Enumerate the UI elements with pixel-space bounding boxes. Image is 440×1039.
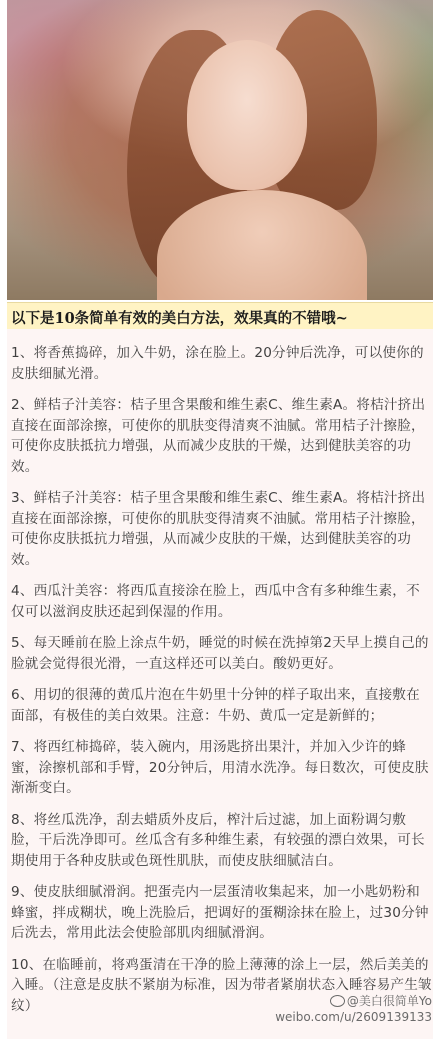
portrait-photo [7, 0, 433, 300]
weibo-icon [330, 995, 345, 1007]
watermark-handle-row [275, 993, 432, 1009]
page-heading: 以下是10条简单有效的美白方法，效果真的不错哦~ [11, 310, 348, 327]
tip-item: 5、每天睡前在脸上涂点牛奶，睡觉的时候在洗掉第2天早上摸自己的脸就会觉得很光滑，一直这样还可以美白。酸奶更好。 [11, 635, 429, 672]
tip-item: 9、使皮肤细腻滑润。把蛋壳内一层蛋清收集起来，加一小匙奶粉和蜂蜜，拌成糊状，晚上洗脸后，把调好的蛋糊涂抹在脸上，过30分钟后洗去，常用此法会使脸部肌肉细腻滑润。 [11, 884, 429, 941]
heading-bar [7, 302, 433, 330]
tip-item: 7、将西红柿捣碎，装入碗内，用汤匙挤出果汁，并加入少许的蜂蜜，涂擦机部和手臂，20分钟后，用清水洗净。每日数次，可使皮肤渐渐变白。 [11, 739, 429, 796]
photo-face [187, 40, 307, 190]
watermark-handle: @美白很简单Yo [346, 994, 432, 1008]
tips-list [11, 343, 433, 1027]
tip-item: 1、将香蕉捣碎，加入牛奶，涂在脸上。20分钟后洗净，可以使你的皮肤细腻光滑。 [11, 345, 424, 382]
weibo-watermark [275, 993, 432, 1025]
tip-item: 8、将丝瓜洗净，刮去蜡质外皮后，榨汁后过滤，加上面粉调匀敷脸，干后洗净即可。丝瓜含有多种维生素，有较强的漂白效果，可长期使用于各种皮肤或色斑性肌肤，而使皮肤细腻洁白。 [11, 811, 425, 869]
watermark-url: weibo.com/u/2609139133 [275, 1010, 432, 1024]
tip-item: 2、鲜桔子汁美容：桔子里含果酸和维生素C、维生素A。将桔汁挤出直接在面部涂擦，可使你的肌肤变得清爽不油腻。常用桔子汁擦脸，可使你皮肤抵抗力增强，从而减少皮肤的干燥，达到健肤美容的功效。 [11, 397, 426, 475]
tip-item: 4、西瓜汁美容：将西瓜直接涂在脸上，西瓜中含有多种维生素，不仅可以滋润皮肤还起到保湿的作用。 [11, 583, 420, 620]
tip-item: 10、在临睡前，将鸡蛋清在干净的脸上薄薄的涂上一层，然后美美的入睡。（注意是皮肤不紧崩为标准，因为带者紧崩状态入睡容易产生皱纹） [11, 956, 432, 1014]
tip-item: 3、鲜桔子汁美容：桔子里含果酸和维生素C、维生素A。将桔汁挤出直接在面部涂擦，可使你的肌肤变得清爽不油腻。常用桔子汁擦脸，可使你皮肤抵抗力增强，从而减少皮肤的干燥，达到健肤美容的功效。 [11, 490, 426, 568]
tip-item: 6、用切的很薄的黄瓜片泡在牛奶里十分钟的样子取出来，直接敷在面部，有极佳的美白效果。注意：牛奶、黄瓜一定是新鲜的； [11, 687, 420, 724]
